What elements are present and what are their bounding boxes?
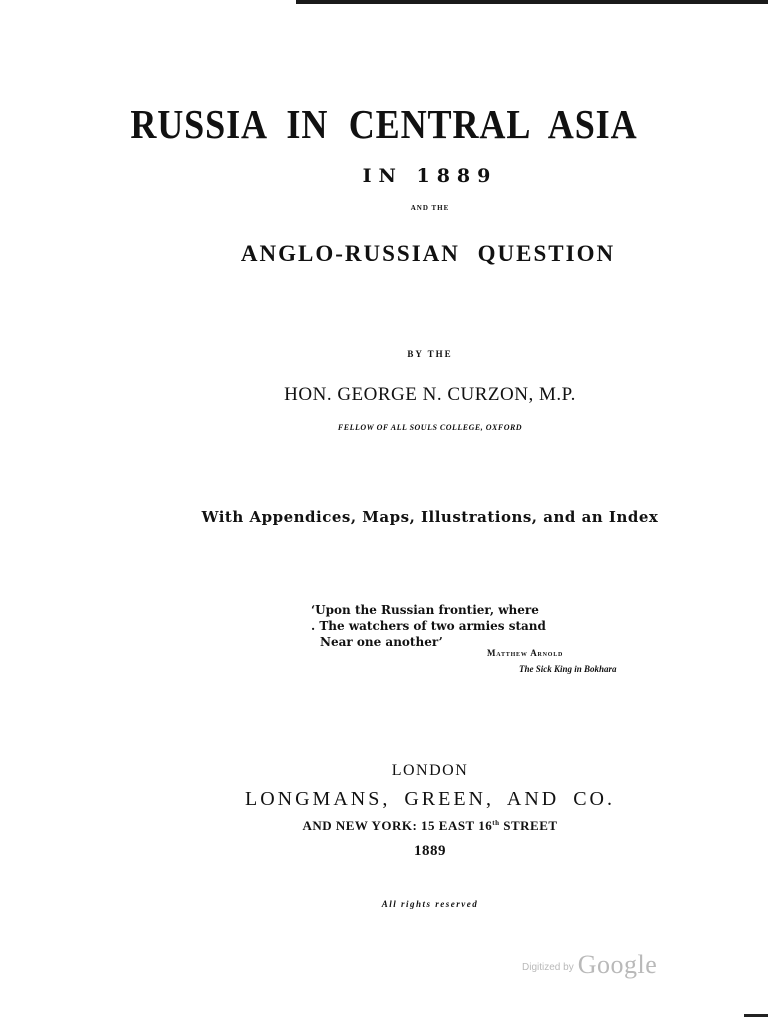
ny-address-ordinal: th (492, 819, 500, 827)
top-edge-rule (296, 0, 768, 4)
imprint-new-york-address (46, 818, 768, 834)
imprint-publisher: LONGMANS, GREEN, AND CO. (244, 788, 615, 810)
by-the-label: BY THE (407, 349, 453, 359)
digitized-watermark (522, 950, 657, 980)
author-affiliation: FELLOW OF ALL SOULS COLLEGE, OXFORD (337, 423, 523, 432)
book-title: RUSSIA IN CENTRAL ASIA (130, 101, 638, 147)
digitized-by-label: Digitized by (522, 962, 574, 973)
title-year-line: IN 1889 (362, 165, 498, 187)
epigraph-source: The Sick King in Bokhara (519, 664, 617, 674)
book-subtitle: ANGLO-RUSSIAN QUESTION (240, 241, 616, 266)
ny-address-prefix: AND NEW YORK: 15 EAST 16 (302, 818, 493, 833)
epigraph-author: Matthew Arnold (487, 648, 564, 658)
google-logo: Google (577, 950, 658, 979)
epigraph-line: . The watchers of two armies stand (311, 619, 546, 633)
and-the-connector: AND THE (410, 204, 450, 212)
epigraph-line: ‘Upon the Russian frontier, where (311, 603, 539, 617)
epigraph-line: Near one another’ (320, 635, 443, 649)
epigraph (311, 602, 671, 650)
imprint-year: 1889 (414, 843, 446, 859)
appendices-note: With Appendices, Maps, Illustrations, and an Index (201, 508, 659, 526)
imprint-city: LONDON (391, 762, 469, 779)
rights-notice: All rights reserved (381, 899, 479, 909)
author-name: HON. GEORGE N. CURZON, M.P. (284, 384, 576, 405)
scan-corner-mark (744, 1014, 768, 1017)
ny-address-suffix: STREET (499, 818, 558, 833)
